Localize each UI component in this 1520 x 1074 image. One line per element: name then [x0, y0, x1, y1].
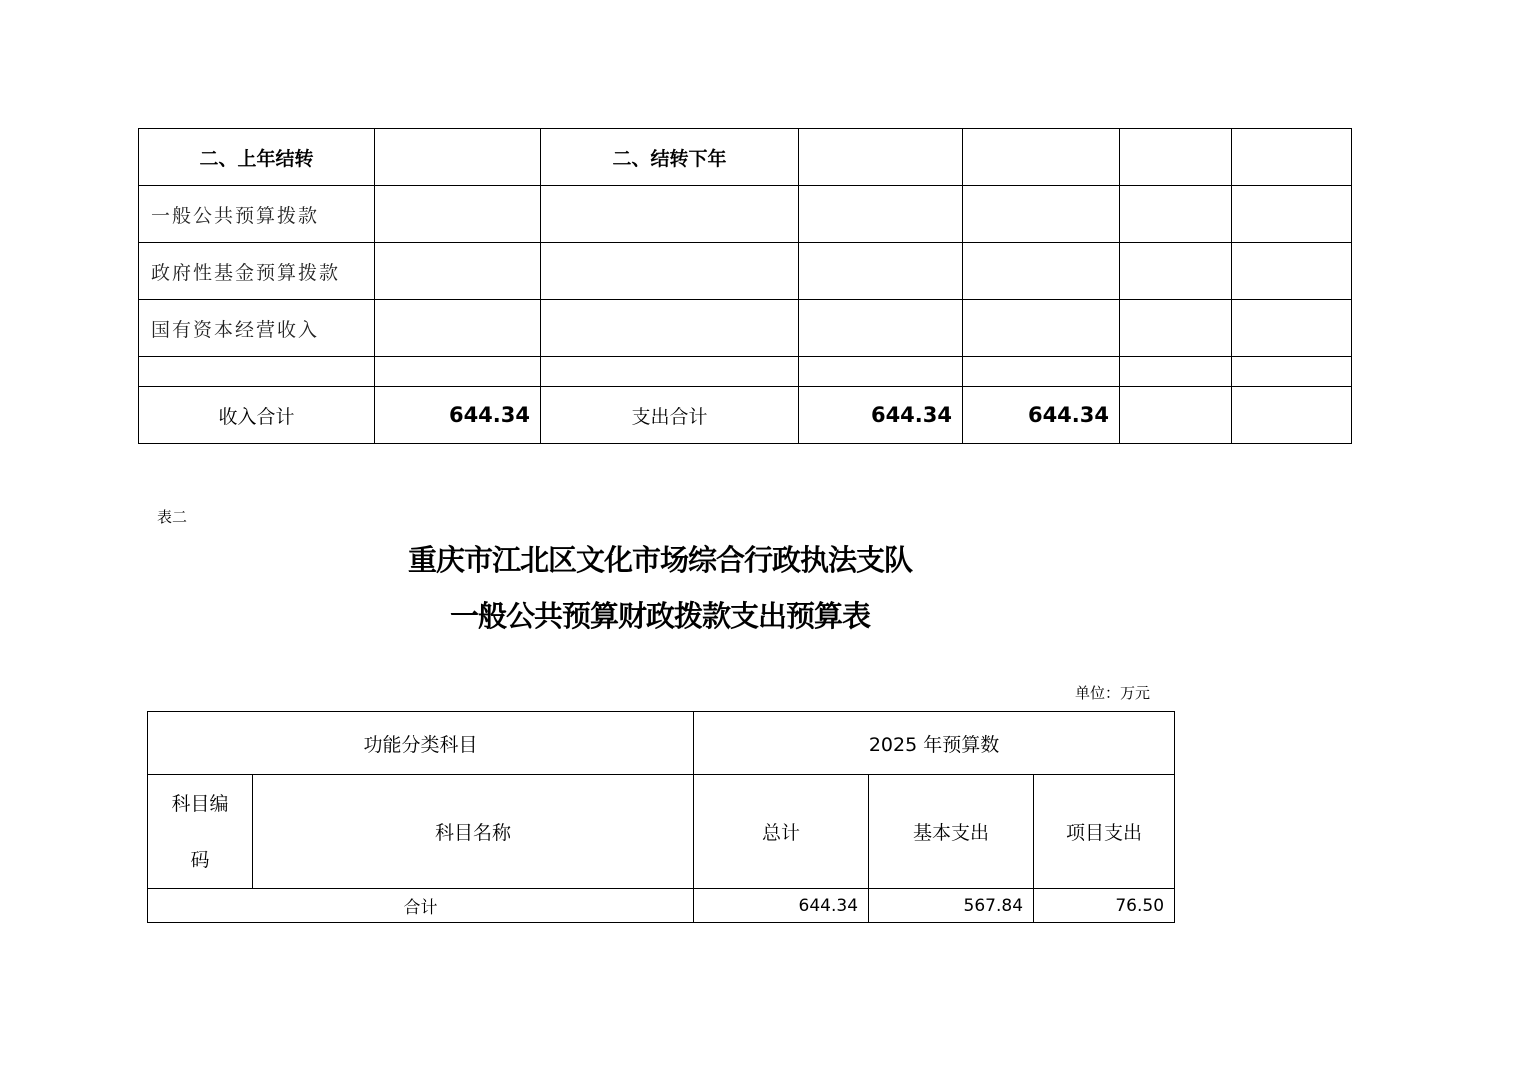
- income-value: [375, 300, 541, 357]
- table-row: [139, 300, 1352, 357]
- value-cell: [1120, 129, 1232, 186]
- expense-label: 二、结转下年: [541, 129, 799, 186]
- col-total: 总计: [694, 775, 869, 889]
- value-cell: [799, 300, 963, 357]
- total-label: 合计: [148, 889, 694, 923]
- value-cell: [963, 243, 1120, 300]
- empty-cell: [1120, 357, 1232, 387]
- expense-total-label: 支出合计: [541, 387, 799, 444]
- expense-total-value-2: 644.34: [963, 387, 1120, 444]
- value-cell: [1232, 300, 1352, 357]
- value-cell: [963, 129, 1120, 186]
- empty-cell: [963, 357, 1120, 387]
- income-label: 国有资本经营收入: [139, 300, 375, 357]
- total-row: [139, 387, 1352, 444]
- value-cell: [799, 186, 963, 243]
- empty-row: [139, 357, 1352, 387]
- table-subheader-row: [148, 775, 1175, 889]
- project-value: 76.50: [1034, 889, 1175, 923]
- empty-cell: [1232, 357, 1352, 387]
- table-row: [139, 129, 1352, 186]
- expense-label: [541, 300, 799, 357]
- value-cell: [1120, 387, 1232, 444]
- page-subtitle: 一般公共预算财政拨款支出预算表: [449, 599, 870, 633]
- income-label: 一般公共预算拨款: [139, 186, 375, 243]
- income-label: 二、上年结转: [139, 129, 375, 186]
- col-project: 项目支出: [1034, 775, 1175, 889]
- value-cell: [799, 243, 963, 300]
- unit-label: 单位：万元: [1075, 684, 1151, 702]
- income-total-label: 收入合计: [139, 387, 375, 444]
- income-value: [375, 186, 541, 243]
- col-code-line2: 码: [190, 848, 210, 871]
- col-name: 科目名称: [253, 775, 694, 889]
- value-cell: [1120, 186, 1232, 243]
- total-value: 644.34: [694, 889, 869, 923]
- table-row: [139, 186, 1352, 243]
- value-cell: [1120, 300, 1232, 357]
- col-code-line1: 科目编: [171, 792, 229, 815]
- value-cell: [963, 300, 1120, 357]
- empty-cell: [799, 357, 963, 387]
- table-header-row: [148, 712, 1175, 775]
- income-value: [375, 129, 541, 186]
- col-code: [148, 775, 253, 889]
- value-cell: [1232, 186, 1352, 243]
- table-row: [139, 243, 1352, 300]
- empty-cell: [139, 357, 375, 387]
- total-row: [148, 889, 1175, 923]
- empty-cell: [541, 357, 799, 387]
- value-cell: [799, 129, 963, 186]
- income-label: 政府性基金预算拨款: [139, 243, 375, 300]
- header-functional: 功能分类科目: [148, 712, 694, 775]
- expenditure-budget-table: [147, 711, 1175, 923]
- expense-label: [541, 243, 799, 300]
- basic-value: 567.84: [869, 889, 1034, 923]
- income-value: [375, 243, 541, 300]
- value-cell: [1232, 387, 1352, 444]
- value-cell: [1232, 129, 1352, 186]
- table-caption: 表二: [157, 508, 188, 526]
- page-title: 重庆市江北区文化市场综合行政执法支队: [407, 543, 912, 577]
- value-cell: [1232, 243, 1352, 300]
- value-cell: [1120, 243, 1232, 300]
- income-expense-table: [138, 128, 1352, 444]
- empty-cell: [375, 357, 541, 387]
- income-total-value: 644.34: [375, 387, 541, 444]
- expense-label: [541, 186, 799, 243]
- col-basic: 基本支出: [869, 775, 1034, 889]
- value-cell: [963, 186, 1120, 243]
- expense-total-value: 644.34: [799, 387, 963, 444]
- header-budget: 2025 年预算数: [694, 712, 1175, 775]
